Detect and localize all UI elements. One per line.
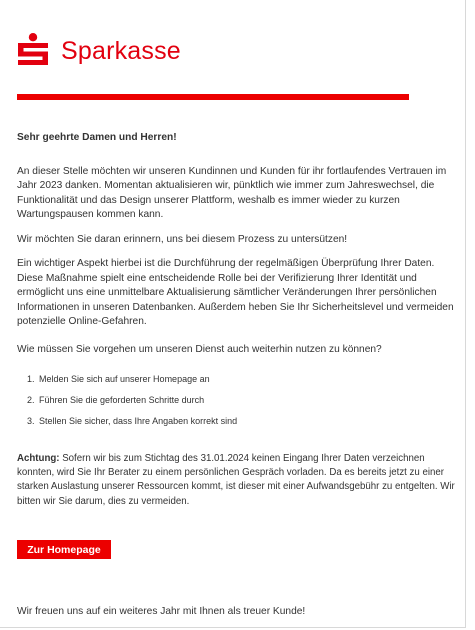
closing-line: Wir freuen uns auf ein weiteres Jahr mit Ihnen als treuer Kunde! xyxy=(17,606,306,618)
list-item: 1. Melden Sie sich auf unserer Homepage an xyxy=(37,369,459,390)
warning-label: Achtung: xyxy=(17,453,60,464)
paragraph-verification: Ein wichtiger Aspekt hierbei ist die Durchführung der regelmäßigen Überprüfung Ihrer Daten. Diese Maßnahme spielt eine entscheidende Rolle bei der Verifizierung Ihrer Identität und ermöglicht uns eine unmittelbare Aktualisierung sämtlicher Veränderungen Ihrer persönlichen Informationen in unseren Datenbanken. Außerdem heben Sie Ihr Sicherheitslevel und vermeiden potenzielle Online-Gefahren. xyxy=(17,258,454,327)
sparkasse-s-logo-icon xyxy=(17,33,49,67)
email-body xyxy=(17,131,459,509)
list-item: 3. Stellen Sie sicher, dass Ihre Angaben korrekt sind xyxy=(37,411,459,432)
steps-list xyxy=(17,369,459,432)
paragraph-reminder: Wir möchten Sie daran erinnern, uns bei diesem Prozess zu untersützen! xyxy=(17,233,348,245)
question: Wie müssen Sie vorgehen um unseren Dienst auch weiterhin nutzen zu können? xyxy=(17,343,382,355)
greeting: Sehr geehrte Damen und Herren! xyxy=(17,132,177,143)
brand-name: Sparkasse xyxy=(61,37,181,65)
homepage-button[interactable]: Zur Homepage xyxy=(17,540,111,559)
warning-text: Sofern wir bis zum Stichtag des 31.01.2024 keinen Eingang Ihrer Daten verzeichnen konnten, wird Sie Ihr Berater zu einem persönlichen Gespräch vorladen. Da es bereits jetzt zu einer starken Auslastung unserer Ressourcen kommt, ist dieser mit einer Aufwandsgebühr zu entgelten. Wir bitten wir Sie darum, dies zu vermeiden. xyxy=(17,453,455,507)
warning-paragraph xyxy=(17,452,459,509)
list-item: 2. Führen Sie die geforderten Schritte durch xyxy=(37,390,459,411)
paragraph-thanks: An dieser Stelle möchten wir unseren Kundinnen und Kunden für ihr fortlaufendes Vertrauen im Jahr 2023 danken. Momentan aktualisieren wir, pünktlich wie immer zum Jahreswechsel, die Funktionalität und das Design unserer Plattform, weshalb es immer wieder zu kurzen Wartungspausen kommen kann. xyxy=(17,165,447,220)
header-divider-bar xyxy=(17,94,409,100)
